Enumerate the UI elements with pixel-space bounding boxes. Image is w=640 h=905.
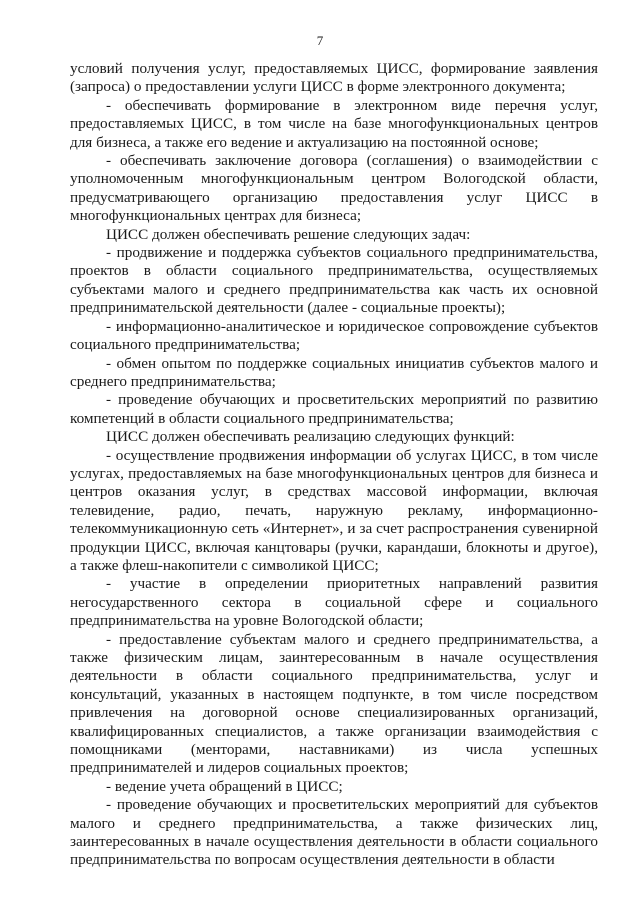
paragraph-bullet: - обеспечивать формирование в электронном виде перечня услуг, предоставляемых ЦИСС, в том числе на базе многофункциональных центров для бизнеса, а также его ведение и актуализацию на постоянной основе; [70, 96, 598, 151]
paragraph-bullet: - обеспечивать заключение договора (соглашения) о взаимодействии с уполномоченным многофункциональным центром Вологодской области, предусматривающего организацию предоставления услуг ЦИСС в многофункциональных центрах для бизнеса; [70, 152, 598, 225]
paragraph-bullet: - предоставление субъектам малого и среднего предпринимательства, а также физическим лицам, заинтересованным в начале осуществления деятельности в области социального предпринимательства, услуг и консультаций, указанных в настоящем подпункте, в том числе посредством привлечения на договорной основе специализированных организаций, квалифицированных специалистов, а также организации взаимодействия с помощниками (менторами, наставниками) из числа успешных предпринимателей и лидеров социальных проектов; [70, 630, 598, 777]
paragraph-heading-tasks: ЦИСС должен обеспечивать решение следующих задач: [106, 225, 471, 243]
page-number: 7 [316, 33, 324, 48]
paragraph-bullet: - ведение учета обращений в ЦИСС; [106, 777, 343, 795]
paragraph-bullet: - участие в определении приоритетных направлений развития негосударственного сектора в социальной сфере и социального предпринимательства на уровне Вологодской области; [70, 575, 598, 630]
paragraph-bullet: - осуществление продвижения информации об услугах ЦИСС, в том числе услугах, предоставляемых на базе многофункциональных центров для бизнеса и центров оказания услуг, в средствах массовой информации, включая телевидение, радио, печать, наружную рекламу, информационно-телекоммуникационную сеть «Интернет», и за счет распространения сувенирной продукции ЦИСС, включая канцтовары (ручки, карандаши, блокноты и другое), а также флеш-накопители с символикой ЦИСС; [70, 446, 598, 574]
paragraph-bullet: - проведение обучающих и просветительских мероприятий для субъектов малого и среднего предпринимательства, а также физических лиц, заинтересованных в начале осуществления деятельности в области социального предпринимательства по вопросам осуществления деятельности в области [70, 796, 598, 869]
paragraph-continuation: условий получения услуг, предоставляемых ЦИСС, формирование заявления (запроса) о предоставлении услуги ЦИСС в форме электронного документа; [70, 60, 598, 96]
paragraph-bullet: - продвижение и поддержка субъектов социального предпринимательства, проектов в области социального предпринимательства, осуществляемых субъектами малого и среднего предпринимательства как часть их основной предпринимательской деятельности (далее - социальные проекты); [70, 244, 598, 317]
document-body [70, 60, 598, 870]
paragraph-bullet: - информационно-аналитическое и юридическое сопровождение субъектов социального предпринимательства; [70, 317, 598, 354]
paragraph-bullet: - проведение обучающих и просветительских мероприятий по развитию компетенций в области социального предпринимательства; [70, 391, 598, 427]
paragraph-bullet: - обмен опытом по поддержке социальных инициатив субъектов малого и среднего предпринимательства; [70, 354, 598, 390]
paragraph-heading-functions: ЦИСС должен обеспечивать реализацию следующих функций: [106, 428, 515, 446]
